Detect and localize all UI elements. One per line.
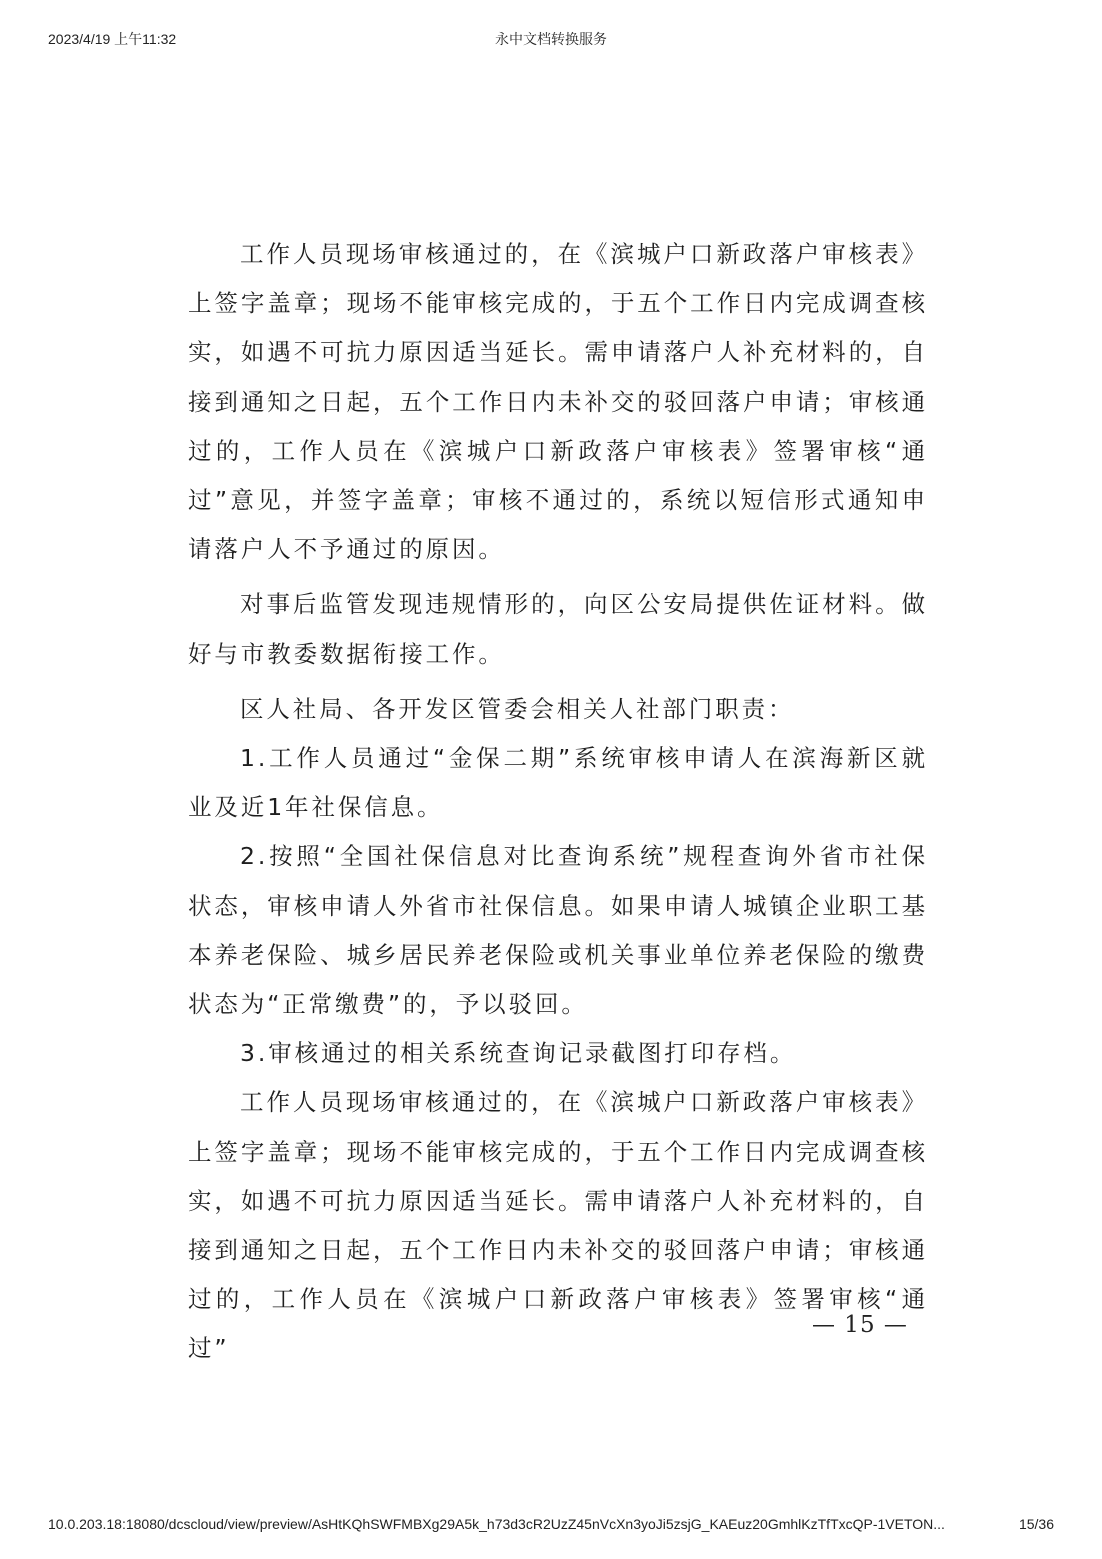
paragraph-duty-2: 2.按照“全国社保信息对比查询系统”规程查询外省市社保状态，审核申请人外省市社保信息。如果申请人城镇企业职工基本养老保险、城乡居民养老保险或机关事业单位养老保险的缴费状态为“正常缴费”的，予以驳回。 [188,842,928,1019]
print-header-datetime: 2023/4/19 上午11:32 [48,31,177,47]
paragraph-duty-3: 3.审核通过的相关系统查询记录截图打印存档。 [240,1039,797,1068]
paragraph-review-procedure: 工作人员现场审核通过的，在《滨城户口新政落户审核表》上签字盖章；现场不能审核完成的，于五个工作日内完成调查核实，如遇不可抗力原因适当延长。需申请落户人补充材料的，自接到通知之日起，五个工作日内未补交的驳回落户申请；审核通过的，工作人员在《滨城户口新政落户审核表》签署审核“通过”意见，并签字盖章；审核不通过的，系统以短信形式通知申请落户人不予通过的原因。 [188,240,928,564]
print-footer-page-count: 15/36 [1018,1516,1054,1532]
paragraph-review-procedure-repeat: 工作人员现场审核通过的，在《滨城户口新政落户审核表》上签字盖章；现场不能审核完成的，于五个工作日内完成调查核实，如遇不可抗力原因适当延长。需申请落户人补充材料的，自接到通知之日起，五个工作日内未补交的驳回落户申请；审核通过的，工作人员在《滨城户口新政落户审核表》签署审核“通过” [188,1088,928,1363]
paragraph-duty-1: 1.工作人员通过“金保二期”系统审核申请人在滨海新区就业及近1年社保信息。 [188,744,928,822]
print-header-title: 永中文档转换服务 [495,32,607,48]
page-number: — 15 — [812,1312,908,1338]
paragraph-hrss-duties-heading: 区人社局、各开发区管委会相关人社部门职责： [240,694,795,723]
document-body [188,230,928,1374]
print-footer-url: 10.0.203.18:18080/dcscloud/view/preview/AsHtKQhSWFMBXg29A5k_h73d3cR2UzZ45nVcXn3yoJi5zsjG_KAEuz20GmhlKzTfTxcQP-1VETON... [48,1516,945,1532]
paragraph-supervision: 对事后监管发现违规情形的，向区公安局提供佐证材料。做好与市教委数据衔接工作。 [188,590,928,668]
